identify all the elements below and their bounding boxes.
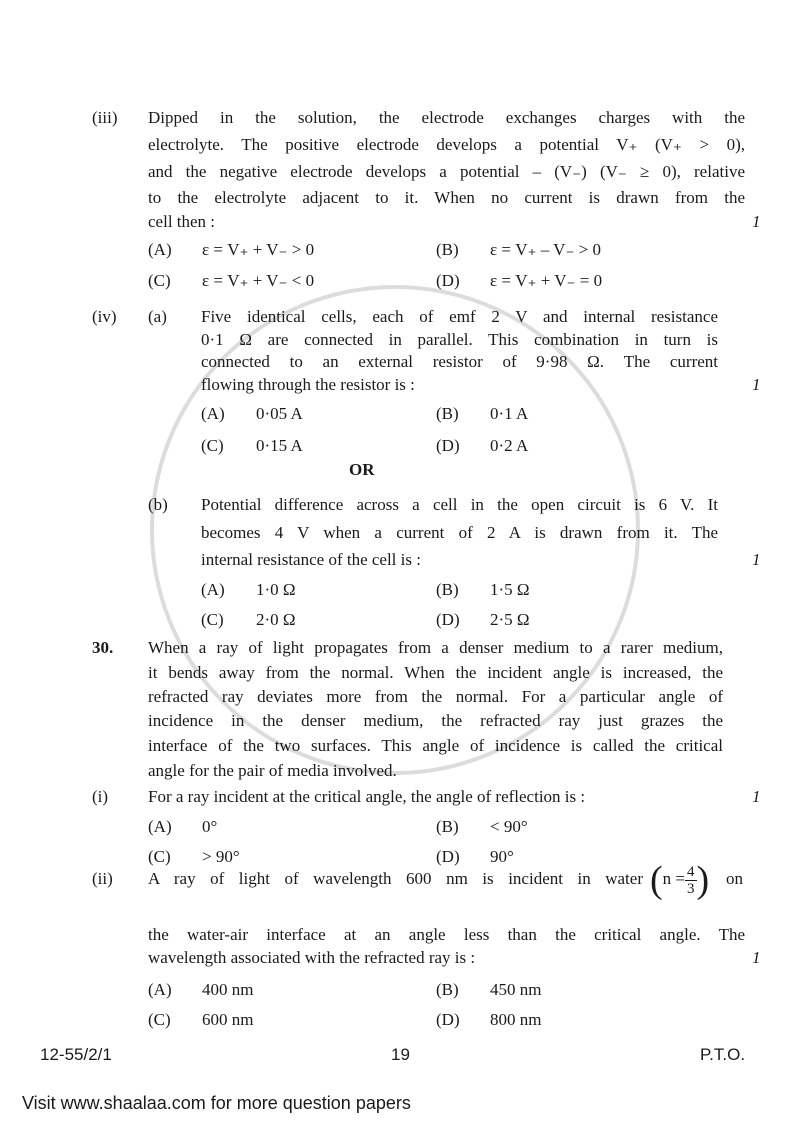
question-text-line: cell then : — [148, 212, 216, 231]
question-text-line: angle for the pair of media involved. — [148, 761, 397, 780]
question-text-line: A ray of light of wavelength 600 nm is incident in water — [148, 869, 643, 888]
option-text: < 90° — [490, 817, 528, 836]
option-text: ε = V₊ + V₋ = 0 — [490, 271, 603, 290]
question-text-line: interface of the two surfaces. This angle of incidence is called the critical — [148, 736, 723, 755]
page-number: 19 — [391, 1045, 410, 1064]
option-label: (A) — [148, 817, 172, 836]
option-text: 0·2 A — [490, 436, 529, 455]
question-label: (iii) — [92, 108, 118, 127]
option-label: (B) — [436, 817, 459, 836]
option-label: (A) — [201, 580, 225, 599]
marks: 1 — [752, 550, 761, 569]
option-text: 90° — [490, 847, 514, 866]
option-label: (B) — [436, 980, 459, 999]
subpart-label: (a) — [148, 307, 167, 326]
option-label: (D) — [436, 436, 460, 455]
question-text-line: it bends away from the normal. When the incident angle is increased, the — [148, 663, 723, 682]
option-label: (A) — [148, 980, 172, 999]
denominator: 3 — [687, 880, 695, 897]
option-label: (C) — [148, 271, 171, 290]
option-label: (D) — [436, 610, 460, 629]
question-text-line: Potential difference across a cell in the open circuit is 6 V. It — [201, 495, 718, 514]
question-text-line: the water-air interface at an angle less than the critical angle. The — [148, 925, 745, 944]
option-label: (B) — [436, 240, 459, 259]
question-text-line: 0·1 Ω are connected in parallel. This combination in turn is — [201, 330, 718, 349]
option-label: (A) — [201, 404, 225, 423]
option-label: (D) — [436, 1010, 460, 1029]
option-text: 2·0 Ω — [256, 610, 296, 629]
question-text-line: refracted ray deviates more from the normal. For a particular angle of — [148, 687, 723, 706]
refractive-index-expression: (n = $\frac{4}{3}$ ) — [650, 859, 710, 902]
question-label: (iv) — [92, 307, 117, 326]
pto-label: P.T.O. — [700, 1045, 746, 1064]
index-symbol: n = — [662, 869, 685, 888]
question-text-line: to the electrolyte adjacent to it. When no current is drawn from the — [148, 188, 745, 207]
question-text-line: For a ray incident at the critical angle, the angle of reflection is : — [148, 787, 586, 806]
option-text: 0° — [202, 817, 218, 836]
question-label: (i) — [92, 787, 109, 806]
option-text: 400 nm — [202, 980, 254, 999]
or-separator: OR — [349, 460, 375, 479]
visit-link[interactable]: Visit www.shaalaa.com for more question papers — [22, 1093, 411, 1113]
option-label: (C) — [148, 1010, 171, 1029]
option-label: (C) — [201, 436, 224, 455]
marks: 1 — [752, 375, 761, 394]
option-text: ε = V₊ + V₋ < 0 — [202, 271, 315, 290]
question-text-line: Dipped in the solution, the electrode exchanges charges with the — [148, 108, 745, 127]
option-text: 1·5 Ω — [490, 580, 530, 599]
option-label: (D) — [436, 847, 460, 866]
paper-code: 12-55/2/1 — [40, 1045, 112, 1064]
question-text-line: electrolyte. The positive electrode develops a potential V₊ (V₊ > 0), — [148, 135, 745, 154]
option-text: > 90° — [202, 847, 240, 866]
question-text-line: becomes 4 V when a current of 2 A is drawn from it. The — [201, 523, 718, 542]
option-text: 450 nm — [490, 980, 542, 999]
question-label: (ii) — [92, 869, 113, 888]
option-text: 800 nm — [490, 1010, 542, 1029]
question-text-line: Five identical cells, each of emf 2 V and internal resistance — [201, 307, 718, 326]
option-label: (D) — [436, 271, 460, 290]
fraction — [685, 864, 697, 897]
question-text-line: When a ray of light propagates from a denser medium to a rarer medium, — [148, 638, 723, 657]
option-label: (B) — [436, 404, 459, 423]
option-text: 1·0 Ω — [256, 580, 296, 599]
question-text-line: incidence in the denser medium, the refracted ray just grazes the — [148, 711, 723, 730]
option-text: 0·1 A — [490, 404, 529, 423]
option-text: ε = V₊ + V₋ > 0 — [202, 240, 315, 259]
question-text-line: connected to an external resistor of 9·98 Ω. The current — [201, 352, 718, 371]
option-text: 0·15 A — [256, 436, 303, 455]
option-text: 0·05 A — [256, 404, 303, 423]
option-label: (A) — [148, 240, 172, 259]
option-text: 600 nm — [202, 1010, 254, 1029]
marks: 1 — [752, 787, 761, 806]
option-text: ε = V₊ – V₋ > 0 — [490, 240, 602, 259]
marks: 1 — [752, 212, 761, 231]
option-label: (C) — [148, 847, 171, 866]
question-text-line: on — [726, 869, 743, 888]
question-text-line: and the negative electrode develops a potential – (V₋) (V₋ ≥ 0), relative — [148, 162, 745, 181]
question-number: 30. — [92, 638, 114, 657]
subpart-label: (b) — [148, 495, 168, 514]
option-label: (B) — [436, 580, 459, 599]
question-text-line: wavelength associated with the refracted ray is : — [148, 948, 476, 967]
question-text-line: flowing through the resistor is : — [201, 375, 415, 394]
option-label: (C) — [201, 610, 224, 629]
marks: 1 — [752, 948, 761, 967]
option-text: 2·5 Ω — [490, 610, 530, 629]
numerator: 4 — [687, 863, 695, 880]
question-text-line: internal resistance of the cell is : — [201, 550, 421, 569]
